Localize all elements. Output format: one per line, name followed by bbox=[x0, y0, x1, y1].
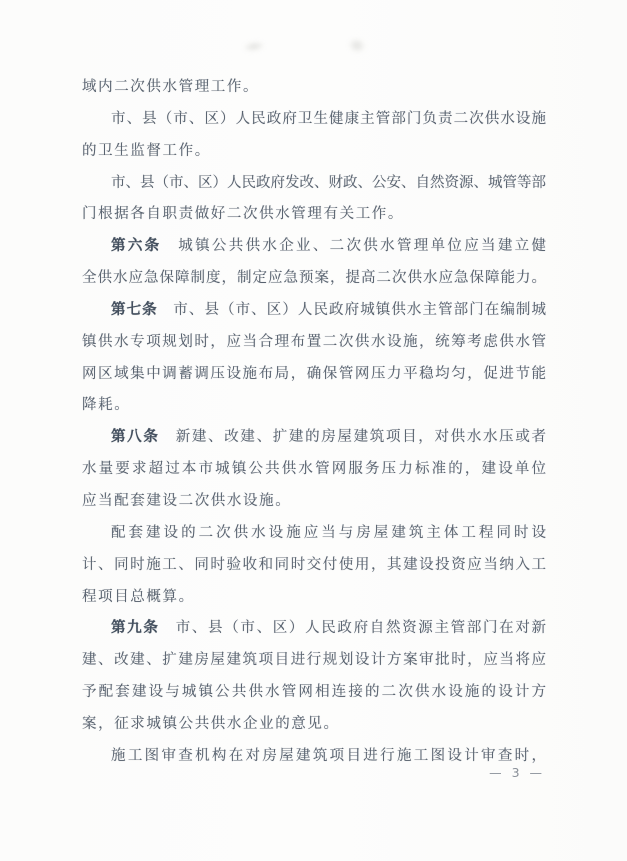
text-line: 程项目总概算。 bbox=[82, 588, 195, 605]
article-number: 第九条 bbox=[111, 620, 160, 637]
text-line: 第六条 城镇公共供水企业、二次供水管理单位应当建立健 bbox=[111, 238, 546, 255]
text-line: 的卫生监督工作。 bbox=[82, 142, 211, 159]
text-line: 施工图审查机构在对房屋建筑项目进行施工图设计审查时， bbox=[111, 747, 546, 764]
text-line: 市、县（市、区）人民政府发改、财政、公安、自然资源、城管等部 bbox=[111, 174, 546, 191]
document-body bbox=[82, 72, 546, 773]
text-line: 建、改建、扩建房屋建筑项目进行规划设计方案审批时，应当将应 bbox=[82, 652, 546, 669]
scan-artifact bbox=[243, 41, 264, 53]
text-line: 予配套建设与城镇公共供水管网相连接的二次供水设施的设计方 bbox=[82, 684, 546, 701]
article-number: 第六条 bbox=[111, 238, 162, 255]
text-line: 案，征求城镇公共供水企业的意见。 bbox=[82, 715, 340, 732]
text-line: 应当配套建设二次供水设施。 bbox=[82, 492, 292, 509]
scan-artifact bbox=[348, 37, 367, 53]
article-number: 第八条 bbox=[111, 429, 160, 446]
text-line: 第九条 市、县（市、区）人民政府自然资源主管部门在对新 bbox=[111, 620, 546, 637]
text-line: 域内二次供水管理工作。 bbox=[82, 79, 260, 95]
text-line: 降耗。 bbox=[82, 397, 131, 414]
text-line: 全供水应急保障制度，制定应急预案，提高二次供水应急保障能力。 bbox=[82, 270, 546, 287]
text-line: 第七条 市、县（市、区）人民政府城镇供水主管部门在编制城 bbox=[111, 301, 546, 318]
text-line: 第八条 新建、改建、扩建的房屋建筑项目，对供水水压或者 bbox=[111, 429, 546, 446]
text-line: 网区域集中调蓄调压设施布局，确保管网压力平稳均匀，促进节能 bbox=[82, 365, 546, 382]
article-number: 第七条 bbox=[111, 301, 158, 318]
text-line: 镇供水专项规划时，应当合理布置二次供水设施，统筹考虑供水管 bbox=[82, 333, 546, 350]
text-line: 市、县（市、区）人民政府卫生健康主管部门负责二次供水设施 bbox=[111, 110, 546, 127]
text-line: 门根据各自职责做好二次供水管理有关工作。 bbox=[82, 206, 404, 223]
text-line: 配套建设的二次供水设施应当与房屋建筑主体工程同时设 bbox=[111, 524, 546, 541]
text-line: 水量要求超过本市城镇公共供水管网服务压力标准的，建设单位 bbox=[82, 461, 546, 478]
page-number: — 3 — bbox=[489, 765, 545, 780]
text-line: 计、同时施工、同时验收和同时交付使用，其建设投资应当纳入工 bbox=[82, 556, 546, 573]
